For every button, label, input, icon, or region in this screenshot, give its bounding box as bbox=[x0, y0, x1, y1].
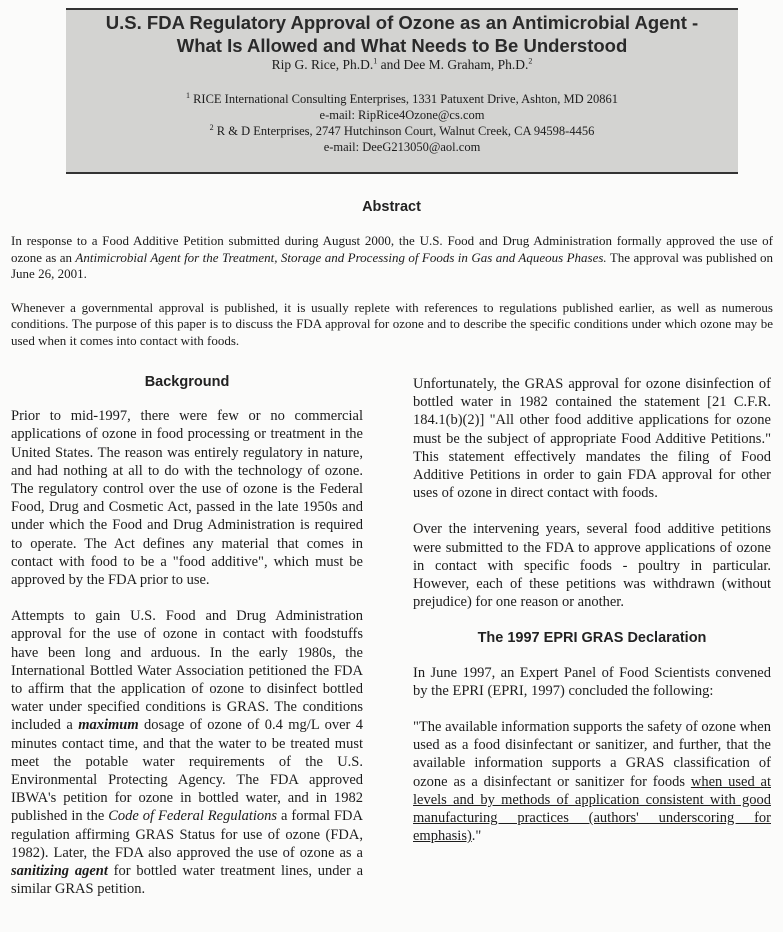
affiliation-2-text: R & D Enterprises, 2747 Hutchinson Court, Walnut Creek, CA 94598-4456 bbox=[213, 124, 595, 138]
abstract-body bbox=[11, 233, 773, 366]
author-2: Dee M. Graham, Ph.D. bbox=[403, 57, 529, 72]
author-separator: and bbox=[377, 57, 404, 72]
quote-text: "The available information supports the safety of ozone when used as a food disinfectant or sanitizer, and further, that the available information supports a GRAS classification of ozone as a disinfectant or sanitizer for foods bbox=[413, 719, 771, 790]
epri-quote bbox=[413, 718, 771, 845]
author-1-affiliation-mark: 1 bbox=[373, 56, 378, 66]
body-text: Attempts to gain U.S. Food and Drug Administration approval for the use of ozone in contact with foodstuffs have been long and arduous. In the early 1980s, the International Bottled Water Association petitioned the FDA to affirm that the application of ozone to disinfect bottled water under specified conditions is GRAS. The conditions included a bbox=[11, 608, 363, 734]
quote-underlined-text: when used at levels and by methods of application consistent with good manufacturing practices (authors' underscoring for emphasis) bbox=[413, 773, 771, 845]
left-column bbox=[11, 373, 363, 916]
affiliation-1-email: e-mail: RipRice4Ozone@cs.com bbox=[319, 108, 485, 122]
affiliation-2-email: e-mail: DeeG213050@aol.com bbox=[323, 140, 481, 154]
abstract-paragraph-1 bbox=[11, 233, 773, 283]
author-1: Rip G. Rice, Ph.D. bbox=[271, 57, 374, 72]
right-paragraph-1: Unfortunately, the GRAS approval for ozone disinfection of bottled water in 1982 contained the statement [21 C.F.R. 184.1(b)(2)] "All other food additive applications for ozone must be the subject of appropriate Food Additive Petitions." This statement effectively mandates the filing of Food Additive Petitions in order to gain FDA approval for other uses of ozone in direct contact with foods. bbox=[413, 376, 771, 502]
background-paragraph-2 bbox=[11, 607, 363, 898]
abstract-text: The approval was published on June 26, 2001. bbox=[11, 249, 773, 281]
right-paragraph-3: In June 1997, an Expert Panel of Food Scientists convened by the EPRI (EPRI, 1997) concluded the following: bbox=[413, 664, 771, 699]
right-paragraph-2: Over the intervening years, several food additive petitions were submitted to the FDA to approve applications of ozone in contact with specific foods - poultry in particular. However, each of these petitions was withdrawn (without prejudice) for one reason or another. bbox=[413, 521, 771, 611]
affiliation-1 bbox=[66, 91, 738, 107]
emphasis-sanitizing-agent: sanitizing agent bbox=[11, 863, 108, 880]
quote-text: ." bbox=[471, 828, 482, 845]
affiliation-1-mark: 1 bbox=[185, 90, 190, 100]
epri-heading: The 1997 EPRI GRAS Declaration bbox=[477, 630, 707, 647]
right-column bbox=[413, 375, 771, 863]
body-text: for bottled water treatment lines, under a similar GRAS petition. bbox=[11, 863, 364, 898]
affiliation-1-text: RICE International Consulting Enterprises, 1331 Patuxent Drive, Ashton, MD 20861 bbox=[189, 92, 619, 106]
title-line-1: U.S. FDA Regulatory Approval of Ozone as an Antimicrobial Agent - bbox=[105, 12, 699, 33]
cfr-italic: Code of Federal Regulations bbox=[108, 808, 278, 825]
background-paragraph-1: Prior to mid-1997, there were few or no commercial applications of ozone in food processing or treatment in the United States. The reason was entirely regulatory in nature, and had nothing at all to do with the technology of ozone. The regulatory control over the use of ozone is the Federal Food, Drug and Cosmetic Act, passed in the late 1950s and under which the Food and Drug Administration is required to operate. The Act defines any material that comes in contact with food to be a "food additive", which must be approved by the FDA prior to use. bbox=[11, 408, 363, 589]
affiliations bbox=[66, 91, 738, 155]
title-block bbox=[66, 8, 738, 174]
author-line bbox=[66, 57, 738, 73]
abstract-paragraph-2: Whenever a governmental approval is published, it is usually replete with references to regulations published earlier, as well as numerous conditions. The purpose of this paper is to discuss the FDA approval for ozone and to describe the specific conditions under which ozone may be used when it comes into contact with foods. bbox=[11, 299, 773, 348]
approval-title-italic: Antimicrobial Agent for the Treatment, Storage and Processing of Foods in Gas and Aqueous Phases. bbox=[75, 249, 607, 265]
affiliation-2 bbox=[66, 123, 738, 139]
author-2-affiliation-mark: 2 bbox=[528, 56, 533, 66]
body-text: dosage of ozone of 0.4 mg/L over 4 minutes contact time, and that the water to be treated must meet the potable water requirements of the U.S. Environmental Protecting Agency. The FDA approved IBWA's petition for ozone in bottled water, and in 1982 published in the bbox=[11, 717, 363, 825]
background-heading: Background bbox=[144, 374, 230, 390]
title-line-2: What Is Allowed and What Needs to Be Understood bbox=[176, 35, 628, 56]
body-text: a formal FDA regulation affirming GRAS Status for use of ozone (FDA, 1982). Later, the FDA also approved the use of ozone as a bbox=[11, 808, 364, 861]
paper-title bbox=[66, 11, 738, 57]
emphasis-maximum: maximum bbox=[78, 717, 139, 734]
abstract-text: In response to a Food Additive Petition submitted during August 2000, the U.S. Food and Drug Administration formally approved the use of ozone as an bbox=[11, 233, 773, 265]
affiliation-2-mark: 2 bbox=[209, 122, 214, 132]
abstract-heading: Abstract bbox=[362, 199, 421, 215]
